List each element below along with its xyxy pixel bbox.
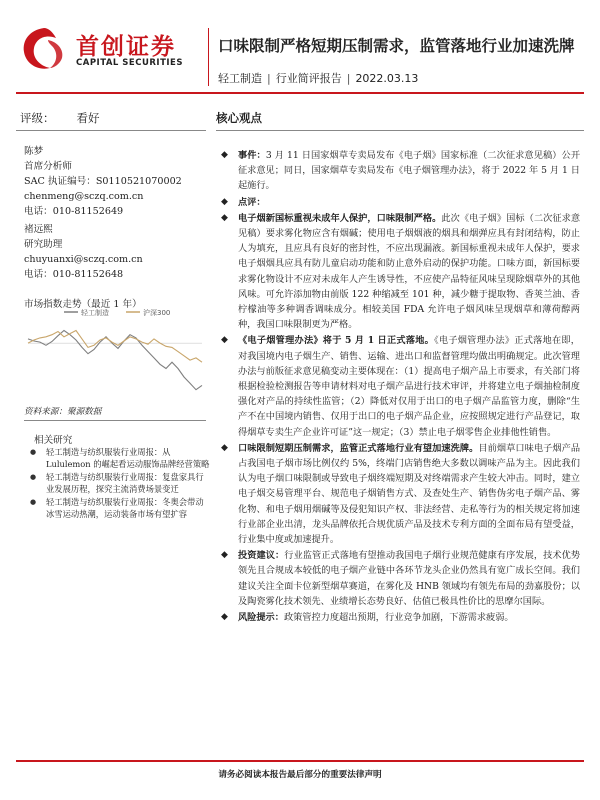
related-item[interactable]: ● 轻工制造与纺织服装行业周报：复盘家具行业发展历程，探究主流消费场景变迁 <box>30 472 204 494</box>
legend-label: 沪深300 <box>143 309 171 317</box>
rating-value: 看好 <box>76 111 100 125</box>
footer-rule <box>16 760 584 762</box>
paragraph-impact: ◆ 口味限制短期压制需求，监管正式落地行业有望加速洗牌。目前烟草口味电子烟产品占我国电子烟市场比例仅约 5%，终端门店销售绝大多数以调味产品为主。因此我们认为电子烟口味限制或导致电子烟终端短期及对终端需求产生较大冲击。同时，建立电子烟交易管理平台、规范电子烟销售方式、及查处生产、销售伪劣电子烟产品、雾化物、和电子烟用烟碱等及侵犯知识产权、非法经营、走私等行为的相关规定将加速行业部企业出清，龙头品牌依托合规优质产品及技术专利方面的全面布局有望受益，行业集中度或加速提升。 <box>221 442 581 546</box>
chart-source: 资料来源：聚源数据 <box>24 407 102 417</box>
related-item[interactable]: ● 轻工制造与纺织服装行业周报：从 Lululemon 的崛起看运动服饰品牌经营策略 <box>30 447 210 469</box>
left-section-rule <box>16 130 206 131</box>
bullet-icon: ● <box>30 498 37 506</box>
analyst-title: 研究助理 <box>24 239 63 250</box>
paragraph-investment: ◆ 投资建议：行业监管正式落地有望推动我国电子烟行业规范健康有序发展，技术优势领先且合规成本较低的电子烟产业链中各环节龙头企业仍然具有宽广成长空间。我们建议关注全面卡位新型烟草赛道，在雾化及 HNB 领域均有领先布局的劲嘉股份；以及陶瓷雾化技术领先、业绩增长态势良好、估值已极具性价比的思摩尔国际。 <box>221 550 581 607</box>
paragraph-risk: ◆ 风险提示：政策管控力度超出预期，行业竞争加剧，下游需求疲弱。 <box>216 610 580 625</box>
analyst-block-1 <box>24 144 182 219</box>
report-type-label: 行业简评报告 <box>275 72 342 85</box>
report-meta: 轻工制造 | 行业简评报告 | 2022.03.13 <box>218 72 419 85</box>
bullet-icon: ◆ <box>221 550 228 561</box>
analyst-title: 首席分析师 <box>24 161 72 172</box>
rating-label: 评级： <box>20 111 55 125</box>
right-section-rule <box>216 130 584 131</box>
bullet-icon: ● <box>30 473 37 481</box>
analyst-phone: 电话：010-81152648 <box>24 269 124 280</box>
bullet-icon: ◆ <box>221 612 228 623</box>
bullet-icon: ◆ <box>221 150 228 160</box>
industry-label: 轻工制造 <box>218 72 262 85</box>
series-line <box>28 331 202 390</box>
analyst-block-2 <box>24 222 143 282</box>
capital-securities-logo-icon <box>18 26 70 72</box>
header-rule <box>16 92 584 94</box>
bullet-icon: ◆ <box>221 196 228 207</box>
analyst-sac: SAC 执证编号：S0110521070002 <box>24 176 182 187</box>
report-date: 2022.03.13 <box>355 72 419 85</box>
related-research-title: 相关研究 <box>34 435 73 446</box>
paragraph-regulation: ◆ 《电子烟管理办法》将于 5 月 1 日正式落地。《电子烟管理办法》正式落地在即，对我国境内电子烟生产、销售、运输、进出口和监督管理均做出明确规定。此次管理办法与前版征求意见稿变动主要体现在：（1）提高电子烟产品上市要求，有关部门将根据检验检测报告等申请材料对电子烟产品进行技术审评，并将建立电子烟抽检制度强化对产品的持续性监管；（2）降低对仅用于出口的电子烟产品监管力度，删除“生产不在中国境内销售、仅用于出口的电子烟产品企业，应按照规定进行产品登记，取得烟草专卖生产企业许可证”这一规定；（3）禁止电子烟零售企业排他性销售。 <box>221 335 580 438</box>
report-title: 口味限制严格短期压制需求，监管落地行业加速洗牌 <box>218 37 575 55</box>
bullet-icon: ● <box>30 448 37 456</box>
bullet-icon: ◆ <box>221 212 228 223</box>
market-index-chart <box>24 306 206 402</box>
core-views-body <box>216 148 580 626</box>
bullet-icon: ◆ <box>221 442 228 453</box>
legal-notice: 请务必阅读本报告最后部分的重要法律声明 <box>218 770 382 780</box>
related-research-list <box>24 446 210 521</box>
paragraph-standard: ◆ 电子烟新国标重视未成年人保护，口味限制严格。此次《电子烟》国标（二次征求意见稿）要求雾化物应含有烟碱；使用电子烟烟液的烟具和烟弹应具有封闭结构，防止人为填充，且应具有良好的密封性，不应出现漏液。新国标重视未成年人保护，要求电子烟烟具应具有防儿童启动功能和防止意外启动的保护功能。口味方面，新国标要求雾化物设计不应对未成年人产生诱导性，不应使产品特征风味呈现除烟草外的其他风味。可允许添加物由前版 122 种缩减至 101 种，减少糖于提取物、香荚兰油、香柠檬油等多种调香调味成分。相较美国 FDA 允许电子烟风味呈现烟草和薄荷醇两种，我国口味限制更为严格。 <box>221 212 581 331</box>
analyst-name: 褚远熙 <box>24 224 53 235</box>
logo-english-name: CAPITAL SECURITIES <box>76 58 183 68</box>
chart-title: 市场指数走势（最近 1 年） <box>24 299 142 310</box>
analyst-email[interactable]: chuyuanxi@sczq.com.cn <box>24 254 143 265</box>
header-divider <box>208 28 209 86</box>
related-item[interactable]: ● 轻工制造与纺织服装行业周报：冬奥会带动冰雪运动热潮，运动装备市场有望扩容 <box>30 497 204 519</box>
core-views-title: 核心观点 <box>216 111 262 125</box>
analyst-name: 陈梦 <box>24 146 44 157</box>
paragraph-event: ◆ 事件：3 月 11 日国家烟草专卖局发布《电子烟》国家标准（二次征求意见稿）公开征求意见；同日，国家烟草专卖局发布《电子烟管理办法》，将于 2022 年 5 月 1 日起施行。 <box>221 150 581 192</box>
analyst-email[interactable]: chenmeng@sczq.com.cn <box>24 191 144 202</box>
analyst-phone: 电话：010-81152649 <box>24 206 124 217</box>
legend-label: 轻工制造 <box>81 309 109 317</box>
paragraph-comment: ◆ 点评： <box>216 195 580 210</box>
chart-bottom-rule <box>24 420 206 421</box>
rating <box>20 110 100 126</box>
logo-chinese-name: 首创证券 <box>76 34 176 60</box>
bullet-icon: ◆ <box>221 335 228 346</box>
